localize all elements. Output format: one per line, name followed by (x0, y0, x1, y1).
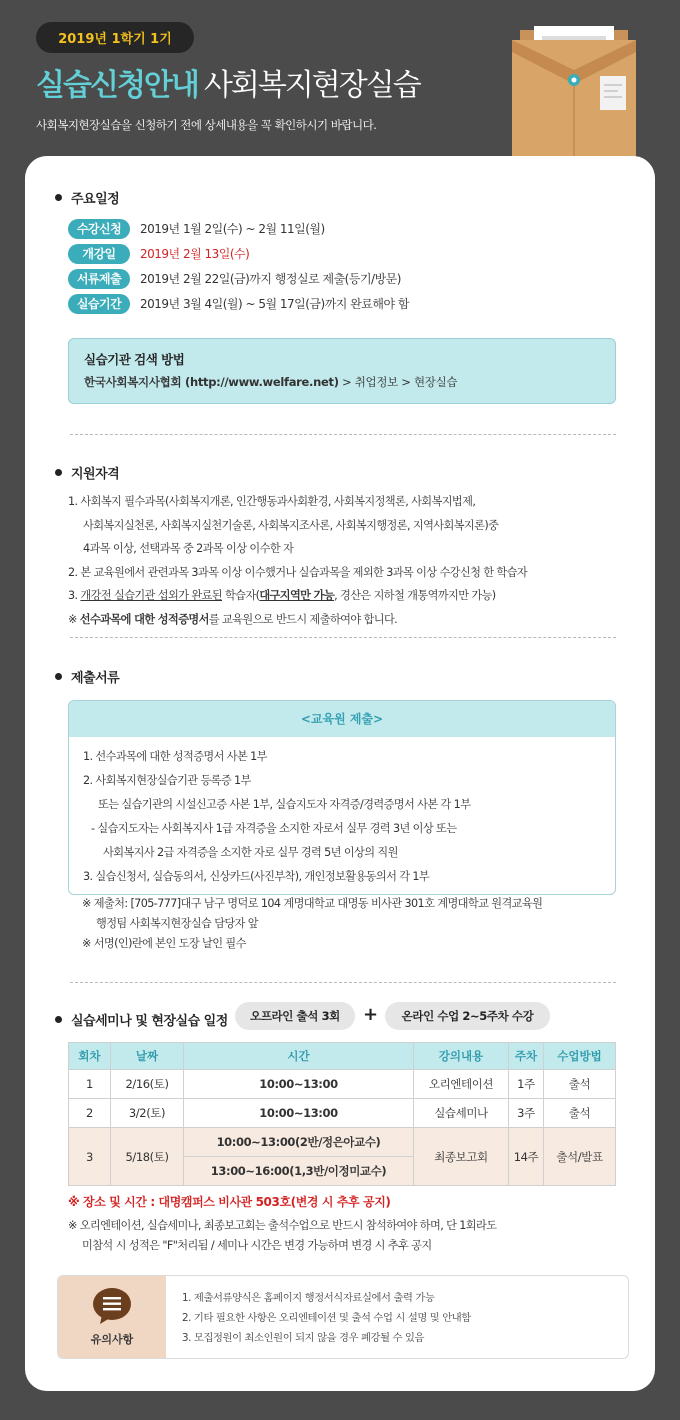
welfare-link[interactable]: 한국사회복지사협회 (http://www.welfare.net) (84, 375, 339, 389)
divider (70, 637, 616, 638)
table-cell: 10:00~13:00(2반/정은아교수) (184, 1128, 414, 1157)
schedule-list (68, 216, 608, 316)
bullet-icon (55, 673, 62, 680)
table-cell: 실습세미나 (414, 1099, 509, 1128)
offline-badge: 오프라인 출석 3회 (235, 1002, 355, 1030)
schedule-label: 개강일 (68, 244, 130, 264)
section-documents-title: 제출서류 (55, 667, 119, 686)
document-item: 2. 사회복지현장실습기관 등록증 1부 (83, 774, 251, 787)
bullet-icon (55, 469, 62, 476)
schedule-text: 2019년 2월 22일(금)까지 행정실로 제출(등기/방문) (140, 272, 401, 286)
table-row (69, 1070, 616, 1099)
schedule-row (68, 216, 608, 241)
document-note: 행정팀 사회복지현장실습 담당자 앞 (96, 917, 258, 930)
qualification-item: 3. 개강전 실습기관 섭외가 완료된 학습자(대구지역만 가능, 경산은 지하철 개통역까지만 가능) (68, 589, 496, 602)
title-main: 사회복지현장실습 (203, 68, 420, 103)
bullet-icon (55, 1016, 62, 1023)
document-item: - 실습지도자는 사회복지사 1급 자격증을 소지한 자로서 실무 경력 3년 이상 또는 (91, 822, 457, 835)
notice-list (166, 1276, 487, 1358)
seminar-note: ※ 오리엔테이션, 실습세미나, 최종보고회는 출석수업으로 반드시 참석하여야 하며, 단 1회라도 미참석 시 성적은 "F"처리됨 / 세미나 시간은 변경 가능하며 변경 시 추후 공지 (68, 1219, 497, 1252)
seminar-table (68, 1042, 616, 1186)
section-seminar-title: 실습세미나 및 현장실습 일정 (55, 1010, 228, 1029)
section-schedule-title: 주요일정 (55, 188, 119, 207)
table-cell: 1 (69, 1070, 111, 1099)
table-cell: 출석 (544, 1070, 616, 1099)
qualification-note: ※ 선수과목에 대한 성적증명서를 교육원으로 반드시 제출하여야 합니다. (68, 612, 398, 626)
schedule-text: 2019년 2월 13일(수) (140, 247, 250, 261)
qualification-item: 2. 본 교육원에서 관련과목 3과목 이상 이수했거나 실습과목을 제외한 3과목 이상 수강신청 한 학습자 (68, 565, 528, 579)
documents-box (68, 700, 616, 895)
table-cell: 14주 (509, 1128, 544, 1186)
schedule-label: 실습기간 (68, 294, 130, 314)
document-note: ※ 제출처: [705-777]대구 남구 명덕로 104 계명대학교 대명동 비사관 301호 계명대학교 원격교육원 (82, 897, 543, 910)
title-accent: 실습신청안내 (36, 68, 198, 103)
document-envelope-icon (512, 26, 636, 158)
content-card (25, 156, 655, 1391)
table-header-row (69, 1043, 616, 1070)
divider (70, 982, 616, 983)
divider (70, 434, 616, 435)
table-cell: 3/2(토) (111, 1099, 184, 1128)
notice-item: 3. 모집정원이 최소인원이 되지 않을 경우 폐강될 수 있음 (182, 1332, 425, 1344)
page-title (36, 60, 420, 104)
search-method-title: 실습기관 검색 방법 (84, 352, 185, 367)
plus-icon: + (363, 1004, 379, 1025)
document-note: ※ 서명(인)란에 본인 도장 날인 필수 (82, 937, 246, 950)
venue-note: ※ 장소 및 시간 : 대명캠퍼스 비사관 503호(변경 시 추후 공지) (68, 1195, 391, 1209)
table-row (69, 1099, 616, 1128)
notice-item: 2. 기타 필요한 사항은 오리엔테이션 및 출석 수업 시 설명 및 안내함 (182, 1312, 471, 1324)
table-cell: 10:00~13:00 (184, 1070, 414, 1099)
online-badge: 온라인 수업 2~5주차 수강 (385, 1002, 550, 1030)
table-cell: 3주 (509, 1099, 544, 1128)
table-cell: 최종보고회 (414, 1128, 509, 1186)
speech-bubble-icon (92, 1287, 132, 1325)
qualification-item: 4과목 이상, 선택과목 중 2과목 이상 이수한 자 (83, 542, 294, 555)
documents-notes (82, 894, 642, 954)
table-cell: 3 (69, 1128, 111, 1186)
document-item: 사회복지사 2급 자격증을 소지한 자로 실무 경력 5년 이상의 직원 (103, 846, 398, 859)
section-qualification-title: 지원자격 (55, 463, 119, 482)
table-cell: 13:00~16:00(1,3반/이정미교수) (184, 1157, 414, 1186)
schedule-label: 서류제출 (68, 269, 130, 289)
notice-box (57, 1275, 629, 1359)
column-header: 주차 (509, 1043, 544, 1070)
qualification-item: 1. 사회복지 필수과목(사회복지개론, 인간행동과사회환경, 사회복지정책론, 사회복지법제, (68, 495, 476, 508)
document-item: 또는 실습기관의 시설신고증 사본 1부, 실습지도자 자격증/경력증명서 사본 각 1부 (98, 798, 471, 811)
column-header: 시간 (184, 1043, 414, 1070)
table-cell: 5/18(토) (111, 1128, 184, 1186)
search-method-path: 한국사회복지사협회 (http://www.welfare.net) > 취업정보 > 현장실습 (84, 375, 458, 389)
table-cell: 출석/발표 (544, 1128, 616, 1186)
schedule-label: 수강신청 (68, 219, 130, 239)
schedule-text: 2019년 3월 4일(월) ~ 5월 17일(금)까지 완료해야 함 (140, 297, 409, 311)
notice-item: 1. 제출서류양식은 홈페이지 행정서식자료실에서 출력 가능 (182, 1292, 435, 1304)
search-method-box (68, 338, 616, 404)
table-cell: 10:00~13:00 (184, 1099, 414, 1128)
page-subtitle: 사회복지현장실습을 신청하기 전에 상세내용을 꼭 확인하시기 바랍니다. (36, 118, 377, 132)
notice-label: 유의사항 (90, 1333, 134, 1346)
table-row (69, 1128, 616, 1157)
documents-list (69, 737, 615, 895)
schedule-row (68, 266, 608, 291)
column-header: 날짜 (111, 1043, 184, 1070)
qualification-list (68, 490, 628, 631)
column-header: 회차 (69, 1043, 111, 1070)
document-item: 1. 선수과목에 대한 성적증명서 사본 1부 (83, 750, 267, 763)
schedule-row (68, 291, 608, 316)
column-header: 수업방법 (544, 1043, 616, 1070)
table-cell: 2/16(토) (111, 1070, 184, 1099)
schedule-text: 2019년 1월 2일(수) ~ 2월 11일(월) (140, 222, 325, 236)
table-cell: 오리엔테이션 (414, 1070, 509, 1099)
notice-label-panel (58, 1276, 166, 1358)
column-header: 강의내용 (414, 1043, 509, 1070)
bullet-icon (55, 194, 62, 201)
table-cell: 2 (69, 1099, 111, 1128)
document-item: 3. 실습신청서, 실습동의서, 신상카드(사진부착), 개인정보활용동의서 각 1부 (83, 870, 430, 883)
table-cell: 출석 (544, 1099, 616, 1128)
table-cell: 1주 (509, 1070, 544, 1099)
documents-box-header: <교육원 제출> (69, 701, 615, 737)
qualification-item: 사회복지실천론, 사회복지실천기술론, 사회복지조사론, 사회복지행정론, 지역사회복지론)중 (83, 518, 499, 532)
term-badge: 2019년 1학기 1기 (36, 22, 194, 53)
schedule-row (68, 241, 608, 266)
